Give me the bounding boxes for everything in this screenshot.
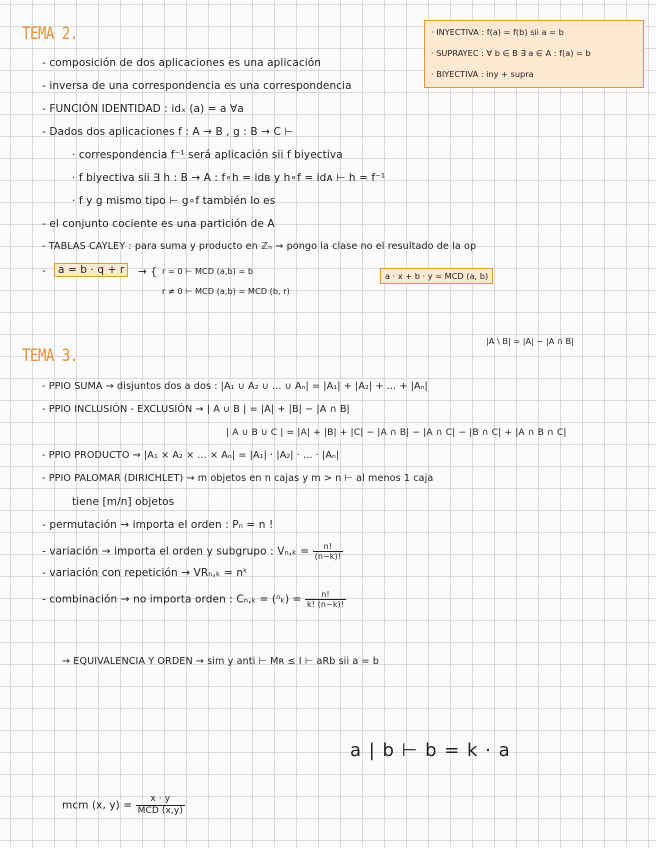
tema2-line-1: - composición de dos aplicaciones es una aplicación xyxy=(42,57,322,69)
equivalencia-orden: → EQUIVALENCIA Y ORDEN → sim y anti ⊢ Mʀ ≤ I ⊢ aRb sii a = b xyxy=(62,656,379,667)
division-arrow: → { xyxy=(138,266,158,278)
combinacion-label: - combinación → no importa orden : xyxy=(42,593,233,606)
ppio-suma: - PPIO SUMA → disjuntos dos a dos : |A₁ ∪ A₂ ∪ ... ∪ Aₙ| = |A₁| + |A₂| + ... + |Aₙ| xyxy=(42,381,428,392)
permutacion: - permutación → importa el orden : Pₙ = n ! xyxy=(42,519,274,531)
divides-relation: a | b ⊢ b = k · a xyxy=(350,740,511,761)
variacion-lhs: Vₙ,ₖ = xyxy=(277,545,310,558)
mcm-numerator: x · y xyxy=(136,794,185,806)
division-formula: a = b · q + r xyxy=(54,263,128,277)
bezout-identity: a · x + b · y = MCD (a, b) xyxy=(380,268,493,284)
tema2-line-7: · f y g mismo tipo ⊢ g∘f también lo es xyxy=(72,195,276,207)
ppio-inclusion-exclusion: - PPIO INCLUSIÓN - EXCLUSIÓN → | A ∪ B | = |A| + |B| − |A ∩ B| xyxy=(42,404,350,415)
difference-note: |A \ B| = |A| − |A ∩ B| xyxy=(486,336,574,346)
combinacion xyxy=(42,590,346,609)
combinacion-fraction xyxy=(305,590,346,609)
def-inyectiva: · INYECTIVA : f(a) = f(b) sii a = b xyxy=(431,27,564,37)
ppio-producto: - PPIO PRODUCTO → |A₁ × A₂ × ... × Aₙ| = |A₁| · |A₂| · ... · |Aₙ| xyxy=(42,450,340,461)
mcm-denominator: MCD (x,y) xyxy=(137,806,183,816)
variacion-label: - variación → importa el orden y subgrupo : xyxy=(42,545,274,558)
tema3-title: TEMA 3. xyxy=(22,346,78,366)
combinacion-lhs: Cₙ,ₖ = (ⁿₖ) = xyxy=(236,593,302,606)
mcm-lhs: mcm (x, y) = xyxy=(62,799,133,812)
variacion-repeticion: - variación con repetición → VRₙ,ₖ = nᵏ xyxy=(42,567,248,579)
division-case-2: r ≠ 0 ⊢ MCD (a,b) = MCD (b, r) xyxy=(162,286,290,296)
def-suprayectiva: · SUPRAYEC : ∀ b ∈ B ∃ a ∈ A : f(a) = b xyxy=(431,48,591,58)
variacion-numerator: n! xyxy=(313,542,343,552)
tema2-title: TEMA 2. xyxy=(22,24,78,44)
tema2-line-5: · correspondencia f⁻¹ será aplicación sii f biyectiva xyxy=(72,149,343,161)
combinacion-denominator: k! (n−k)! xyxy=(306,600,345,609)
tema2-line-3: - FUNCIÓN IDENTIDAD : idₓ (a) = a ∀a xyxy=(42,103,244,115)
combinacion-numerator: n! xyxy=(305,590,346,600)
definitions-box xyxy=(424,20,644,88)
mcm-fraction xyxy=(136,794,185,817)
ppio-palomar: - PPIO PALOMAR (DIRICHLET) → m objetos en n cajas y m > n ⊢ al menos 1 caja xyxy=(42,473,434,484)
inclusion-exclusion-three-sets: | A ∪ B ∪ C | = |A| + |B| + |C| − |A ∩ B| − |A ∩ C| − |B ∩ C| + |A ∩ B ∩ C| xyxy=(226,427,567,438)
division-dash: - xyxy=(42,265,46,277)
variacion-fraction xyxy=(313,542,343,561)
tema2-line-4: - Dados dos aplicaciones f : A → B , g : B → C ⊢ xyxy=(42,126,294,138)
ppio-palomar-cont: tiene [m/n] objetos xyxy=(72,496,175,508)
tema2-line-9: - TABLAS CAYLEY : para suma y producto en ℤₙ → pongo la clase no el resultado de la op xyxy=(42,241,477,252)
mcm-formula xyxy=(62,794,185,817)
variacion-denominator: (n−k)! xyxy=(314,552,342,561)
division-case-1: r = 0 ⊢ MCD (a,b) = b xyxy=(162,266,254,276)
tema2-line-6: · f biyectiva sii ∃ h : B → A : f∘h = idʙ y h∘f = idᴀ ⊢ h = f⁻¹ xyxy=(72,172,386,184)
variacion xyxy=(42,542,343,561)
def-biyectiva: · BIYECTIVA : iny + supra xyxy=(431,69,534,79)
tema2-line-8: - el conjunto cociente es una partición de A xyxy=(42,218,275,230)
tema2-line-2: - inversa de una correspondencia es una correspondencia xyxy=(42,80,352,92)
